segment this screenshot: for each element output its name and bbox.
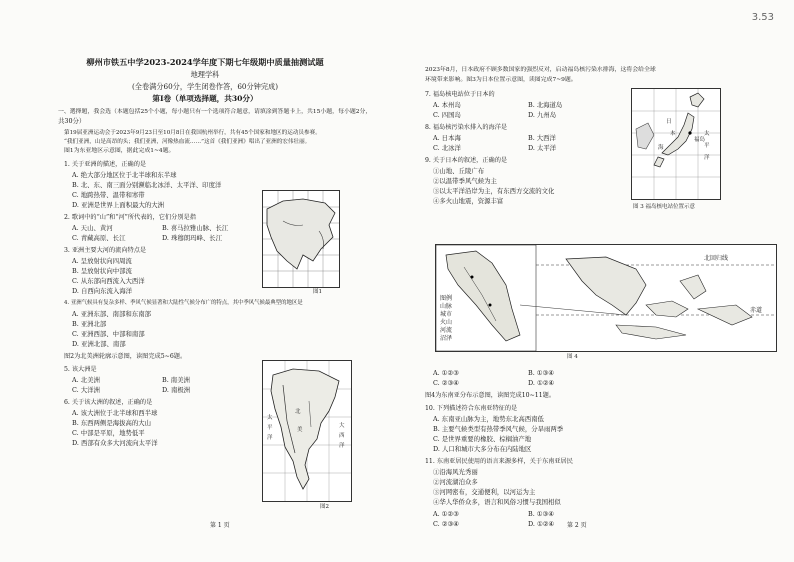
instruction-line: 一、選擇題，我会选（本题包括25个小题，每小题只有一个选项符合题意，请填涂到答题卡上，共15小题，每小题2分， xyxy=(58,109,372,115)
fig3-label: 平 xyxy=(704,143,710,149)
asia-map-graphic xyxy=(263,191,339,287)
question-stem: 2. 歌词中的“山”和“河”所代表的，它们分别是指 xyxy=(64,214,196,221)
answer-option: A. 本州岛 xyxy=(433,101,461,109)
answer-option: A. 北美洲 xyxy=(72,376,100,384)
page-number: 第 1 页 xyxy=(210,522,230,529)
fig3-label: 日 xyxy=(666,119,672,125)
fig4-label: 北回归线 xyxy=(704,255,729,262)
fig3-label: 福岛 xyxy=(694,137,706,143)
right-page xyxy=(397,0,794,562)
answer-option: D. 西部有众多大河流向太平洋 xyxy=(72,439,158,447)
answer-option: C. 北冰洋 xyxy=(433,144,461,152)
answer-option: B. 主要气候类型有热带季风气候，分旱雨两季 xyxy=(433,425,564,433)
answer-option: B. 亚洲北部 xyxy=(72,320,107,328)
answer-option: B. 大西洋 xyxy=(528,134,556,142)
answer-option: C. 地跨热带、温带和寒带 xyxy=(72,191,145,199)
answer-option: A. 亚洲东部、南部和东南部 xyxy=(72,310,151,318)
answer-option: C. 是世界重要的橡胶、棕榈油产地 xyxy=(433,435,532,443)
page-number: 第 2 页 xyxy=(567,522,587,529)
answer-option: A. 天山、黄河 xyxy=(72,224,113,232)
passage-line: 2023年8月，日本政府不顾多数国家的强烈反对，启动福岛核污染水排海，这将会给全球 xyxy=(425,67,656,73)
legend-item: 山脉 xyxy=(440,303,453,310)
figure-1-map xyxy=(262,190,340,288)
answer-option: B. 东西两侧是海拔高的大山 xyxy=(72,419,152,427)
answer-option: A. 呈放射状向四周流 xyxy=(72,257,132,265)
fig2-label: 洋 xyxy=(339,443,345,449)
answer-option: B. 北海道岛 xyxy=(528,101,563,109)
answer-option: A. 东南亚山脉为主，地势东北高西南低 xyxy=(433,415,544,423)
answer-option: C. 亚洲西部、中部和南部 xyxy=(72,330,145,338)
question-stem: 11. 东南亚居民使用的语言来源多样，关于东南亚居民 xyxy=(425,458,573,465)
fig2-label: 西 xyxy=(339,433,345,439)
section-heading: 第Ⅰ卷（单项选择题，共30分） xyxy=(152,94,258,103)
fig2-label: 平 xyxy=(267,425,273,431)
fig3-label: 洋 xyxy=(704,155,710,161)
figure-2-caption: 图2 xyxy=(320,504,329,510)
answer-option: B. 喜马拉雅山脉、长江 xyxy=(162,224,229,232)
answer-option: ②以温带季风气候为主 xyxy=(433,177,497,185)
legend-item: 火山 xyxy=(440,319,453,326)
fig3-label: 海 xyxy=(658,145,664,151)
answer-option: A. 该大洲位于北半球和西半球 xyxy=(72,409,158,417)
passage-line: 第19届亚洲运动会于2023年9月23日至10月8日在我国杭州举行，共有45个国家和地区的运动员参赛。 xyxy=(64,130,321,136)
question-stem: 1. 关于亚洲的描述，正确的是 xyxy=(64,161,147,168)
answer-option: D. 人口和城市大多分布在内陆地区 xyxy=(433,445,532,453)
fig2-label: 北 xyxy=(295,409,301,415)
answer-option: ④多火山地震，资源丰富 xyxy=(433,197,504,205)
answer-option: A. 绝大部分地区位于北半球和东半球 xyxy=(72,171,177,179)
answer-option: C. 大洋洲 xyxy=(72,386,100,394)
north-america-map-graphic xyxy=(263,361,351,501)
question-stem: 4. 亚洲气候具有复杂多样、季风气候显著和大陆性气候分布广的特点，其中季风气候最典型的地区是 xyxy=(64,300,303,306)
answer-option: C. 从东部向西流入大西洋 xyxy=(72,277,145,285)
answer-option: D. 九州岛 xyxy=(528,111,557,119)
answer-option: ②河流湖泊众多 xyxy=(433,478,478,486)
figure-1-caption: 图1 xyxy=(313,289,322,295)
answer-option: D. 珠穆朗玛峰、长江 xyxy=(162,234,223,242)
exam-note: (全卷满分60分，学生闭卷作答，60分钟完成) xyxy=(131,82,279,91)
answer-option: A. ①②③ xyxy=(433,510,459,518)
figure-4-map xyxy=(435,244,777,352)
passage-line: 环境带来影响。图3为日本位置示意图，读图完成7~9题。 xyxy=(425,77,577,83)
passage-line: 图1为东亚地区示意图，据此完成1~4题。 xyxy=(64,148,175,154)
instruction-line: 共30分） xyxy=(58,117,86,125)
answer-option: C. ②③④ xyxy=(433,379,459,387)
fig2-label: 大 xyxy=(339,423,345,429)
answer-option: D. 太平洋 xyxy=(528,144,557,152)
answer-option: ③河网密布，交通便利，以河运为主 xyxy=(433,488,536,496)
answer-option: D. ①②④ xyxy=(528,520,555,528)
legend-item: 城市 xyxy=(440,311,453,318)
answer-option: B. ①③④ xyxy=(528,369,554,377)
fig2-label: 太 xyxy=(267,415,273,421)
fig4-label: 赤道 xyxy=(750,307,763,314)
legend-title: 图例 xyxy=(440,295,453,302)
fig2-label: 美 xyxy=(297,427,303,433)
question-stem: 图2为北美洲轮廓示意图，读图完成5~6题。 xyxy=(64,353,187,360)
question-stem: 6. 关于该大洲的叙述，正确的是 xyxy=(64,399,153,406)
answer-option: B. 北、东、南三面分别濒临北冰洋、太平洋、印度洋 xyxy=(72,181,222,189)
fig2-label: 洋 xyxy=(267,435,273,441)
fig3-label: 本 xyxy=(670,131,676,137)
question-stem: 5. 该大洲是 xyxy=(64,366,97,373)
subject-line: 地理学科 xyxy=(190,70,220,79)
answer-option: ①沿海风光秀丽 xyxy=(433,468,478,476)
answer-option: D. 自西向东流入海洋 xyxy=(72,287,133,295)
answer-option: B. 南美洲 xyxy=(162,376,190,384)
answer-option: C. 青藏高原、长江 xyxy=(72,234,126,242)
legend-item: 河流 xyxy=(440,327,453,334)
answer-option: ①山地、丘陵广布 xyxy=(433,167,485,175)
answer-option: B. 呈放射状向中部流 xyxy=(72,267,132,275)
fig3-label: 太 xyxy=(704,131,710,137)
answer-option: D. 亚洲是世界上面积最大的大洲 xyxy=(72,201,165,209)
question-stem: 3. 亚洲主要大河的流向特点是 xyxy=(64,247,147,254)
question-stem: 10. 下列描述符合东南亚特征的是 xyxy=(425,405,518,412)
answer-option: D. ①②④ xyxy=(528,379,555,387)
answer-option: ③以太平洋沿岸为主，有东西方交流的文化 xyxy=(433,187,555,195)
figure-4-caption: 图 4 xyxy=(567,354,578,360)
answer-option: C. 中部是平原，地势低平 xyxy=(72,429,145,437)
passage-line: “我们亚洲，山是高昂的头；我们亚洲，河像热血流……”这首《我们亚洲》唱出了亚洲的宏伟壮丽。 xyxy=(64,139,311,145)
figure-3-caption: 图 3 福岛核电站位置示意 xyxy=(633,204,695,210)
answer-option: A. ①②③ xyxy=(433,369,459,377)
question-stem: 9. 关于日本的叙述，正确的是 xyxy=(425,157,508,164)
answer-option: B. ①③④ xyxy=(528,510,554,518)
answer-option: D. 南极洲 xyxy=(162,386,191,394)
question-stem: 图4为东南亚分布示意图，读图完成10~11题。 xyxy=(425,392,556,399)
figure-2-map xyxy=(262,360,352,502)
answer-option: D. 亚洲北部、南部 xyxy=(72,340,126,348)
answer-option: A. 日本海 xyxy=(433,134,461,142)
corner-mark: 3.53 xyxy=(751,12,774,23)
question-stem: 8. 福岛核污染水排入的海洋是 xyxy=(425,124,508,131)
answer-option: C. ②③④ xyxy=(433,520,459,528)
exam-title: 柳州市铁五中学2023-2024学年度下期七年级期中质量抽测试题 xyxy=(86,57,324,67)
question-stem: 7. 福岛核电站位于日本的 xyxy=(425,91,495,98)
answer-option: ④华人华侨众多，语言和风俗习惯与我国相似 xyxy=(433,498,561,506)
answer-option: C. 四国岛 xyxy=(433,111,461,119)
legend-item: 沼泽 xyxy=(440,335,453,342)
figure-3-map xyxy=(631,88,721,200)
